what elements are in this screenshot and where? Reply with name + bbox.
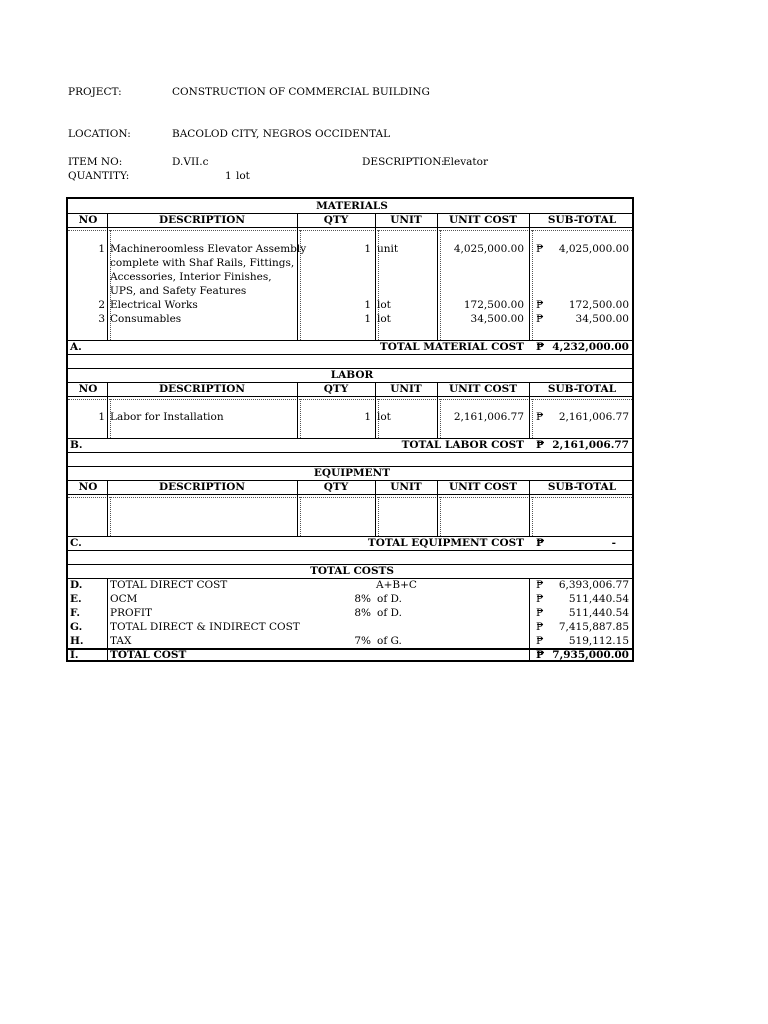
col-description: DESCRIPTION: [158, 481, 246, 493]
total-material-value: 4,232,000.00: [552, 341, 629, 353]
table-row-unit-cost: 34,500.00: [470, 313, 524, 325]
table-row-description: Machineroomless Elevator Assembly: [110, 243, 307, 255]
cost-value: 511,440.54: [568, 607, 629, 619]
total-labor-letter: B.: [70, 439, 83, 451]
total-labor-value: 2,161,006.77: [552, 439, 629, 451]
cost-letter: H.: [70, 635, 84, 647]
table-row-description: UPS, and Safety Features: [110, 285, 247, 297]
total-cost-value: 7,935,000.00: [552, 649, 629, 661]
table-row-no: 1: [98, 411, 105, 423]
col-unit: UNIT: [390, 214, 422, 226]
cost-label: OCM: [110, 593, 138, 605]
cost-basis: of D.: [377, 607, 402, 619]
col-unit: UNIT: [390, 383, 422, 395]
table-row-unit: lot: [377, 299, 391, 311]
cost-value: 511,440.54: [568, 593, 629, 605]
peso-icon: ₱: [536, 299, 544, 311]
project-value: CONSTRUCTION OF COMMERCIAL BUILDING: [172, 86, 430, 98]
cost-label: PROFIT: [110, 607, 153, 619]
col-qty: QTY: [323, 214, 349, 226]
col-unit-cost: UNIT COST: [448, 481, 518, 493]
col-no: NO: [78, 481, 98, 493]
total-material-letter: A.: [70, 341, 82, 353]
cost-label: TOTAL DIRECT & INDIRECT COST: [110, 621, 300, 633]
col-sub-total: SUB-TOTAL: [547, 214, 617, 226]
peso-icon: ₱: [536, 439, 545, 451]
peso-icon: ₱: [536, 635, 544, 647]
table-row-sub-total: 4,025,000.00: [558, 243, 629, 255]
materials-title: MATERIALS: [316, 200, 388, 212]
peso-icon: ₱: [536, 579, 544, 591]
table-row-qty: 1: [364, 243, 371, 255]
cost-sheet: [66, 197, 634, 662]
description-value: Elevator: [443, 156, 488, 168]
labor-title: LABOR: [330, 369, 374, 381]
cost-basis: A+B+C: [376, 579, 417, 591]
table-row-qty: 1: [364, 299, 371, 311]
total-equipment-value: -: [611, 537, 616, 549]
col-description: DESCRIPTION: [158, 214, 246, 226]
cost-letter: E.: [70, 593, 82, 605]
total-labor-label: TOTAL LABOR COST: [401, 439, 524, 451]
table-row-unit: lot: [377, 411, 391, 423]
cost-label: TOTAL DIRECT COST: [110, 579, 228, 591]
peso-icon: ₱: [536, 243, 544, 255]
peso-icon: ₱: [536, 313, 544, 325]
col-sub-total: SUB-TOTAL: [547, 481, 617, 493]
cost-value: 6,393,006.77: [558, 579, 629, 591]
table-row-no: 3: [98, 313, 105, 325]
table-row-sub-total: 34,500.00: [575, 313, 629, 325]
col-description: DESCRIPTION: [158, 383, 246, 395]
table-row-sub-total: 2,161,006.77: [558, 411, 629, 423]
equipment-title: EQUIPMENT: [313, 467, 391, 479]
table-row-unit: unit: [377, 243, 399, 255]
total-cost-letter: I.: [70, 649, 79, 661]
peso-icon: ₱: [536, 537, 545, 549]
table-row-description: complete with Shaf Rails, Fittings,: [110, 257, 295, 269]
location-value: BACOLOD CITY, NEGROS OCCIDENTAL: [172, 128, 391, 140]
col-no: NO: [78, 214, 98, 226]
col-no: NO: [78, 383, 98, 395]
cost-pct: 8%: [354, 593, 371, 605]
table-row-unit: lot: [377, 313, 391, 325]
total-costs-title: TOTAL COSTS: [310, 565, 394, 577]
peso-icon: ₱: [536, 607, 544, 619]
project-label: PROJECT:: [68, 86, 122, 98]
col-unit-cost: UNIT COST: [448, 214, 518, 226]
cost-letter: G.: [70, 621, 83, 633]
table-row-description: Electrical Works: [110, 299, 198, 311]
table-row-description: Labor for Installation: [110, 411, 224, 423]
table-row-description: Accessories, Interior Finishes,: [110, 271, 272, 283]
table-row-qty: 1: [364, 313, 371, 325]
total-material-label: TOTAL MATERIAL COST: [379, 341, 524, 353]
table-row-qty: 1: [364, 411, 371, 423]
location-label: LOCATION:: [68, 128, 131, 140]
peso-icon: ₱: [536, 621, 544, 633]
table-row-description: Consumables: [110, 313, 182, 325]
total-cost-label: TOTAL COST: [110, 649, 187, 661]
total-equipment-label: TOTAL EQUIPMENT COST: [367, 537, 524, 549]
item-no-label: ITEM NO:: [68, 156, 123, 168]
cost-pct: 7%: [354, 635, 371, 647]
cost-label: TAX: [110, 635, 132, 647]
table-row-unit-cost: 2,161,006.77: [453, 411, 524, 423]
quantity-unit: lot: [236, 170, 250, 182]
table-row-no: 2: [98, 299, 105, 311]
peso-icon: ₱: [536, 593, 544, 605]
table-row-sub-total: 172,500.00: [568, 299, 629, 311]
cost-basis: of G.: [377, 635, 402, 647]
col-unit-cost: UNIT COST: [448, 383, 518, 395]
cost-letter: D.: [70, 579, 83, 591]
col-sub-total: SUB-TOTAL: [547, 383, 617, 395]
peso-icon: ₱: [536, 341, 545, 353]
peso-icon: ₱: [536, 411, 544, 423]
cost-value: 7,415,887.85: [558, 621, 629, 633]
cost-value: 519,112.15: [568, 635, 629, 647]
quantity-value: 1: [225, 170, 232, 182]
total-equipment-letter: C.: [70, 537, 82, 549]
description-label: DESCRIPTION:: [362, 156, 445, 168]
table-row-unit-cost: 172,500.00: [463, 299, 524, 311]
cost-letter: F.: [70, 607, 81, 619]
col-qty: QTY: [323, 383, 349, 395]
quantity-label: QUANTITY:: [68, 170, 130, 182]
table-row-unit-cost: 4,025,000.00: [453, 243, 524, 255]
cost-basis: of D.: [377, 593, 402, 605]
item-no-value: D.VII.c: [172, 156, 209, 168]
table-row-no: 1: [98, 243, 105, 255]
col-unit: UNIT: [390, 481, 422, 493]
cost-pct: 8%: [354, 607, 371, 619]
peso-icon: ₱: [536, 649, 545, 661]
col-qty: QTY: [323, 481, 349, 493]
